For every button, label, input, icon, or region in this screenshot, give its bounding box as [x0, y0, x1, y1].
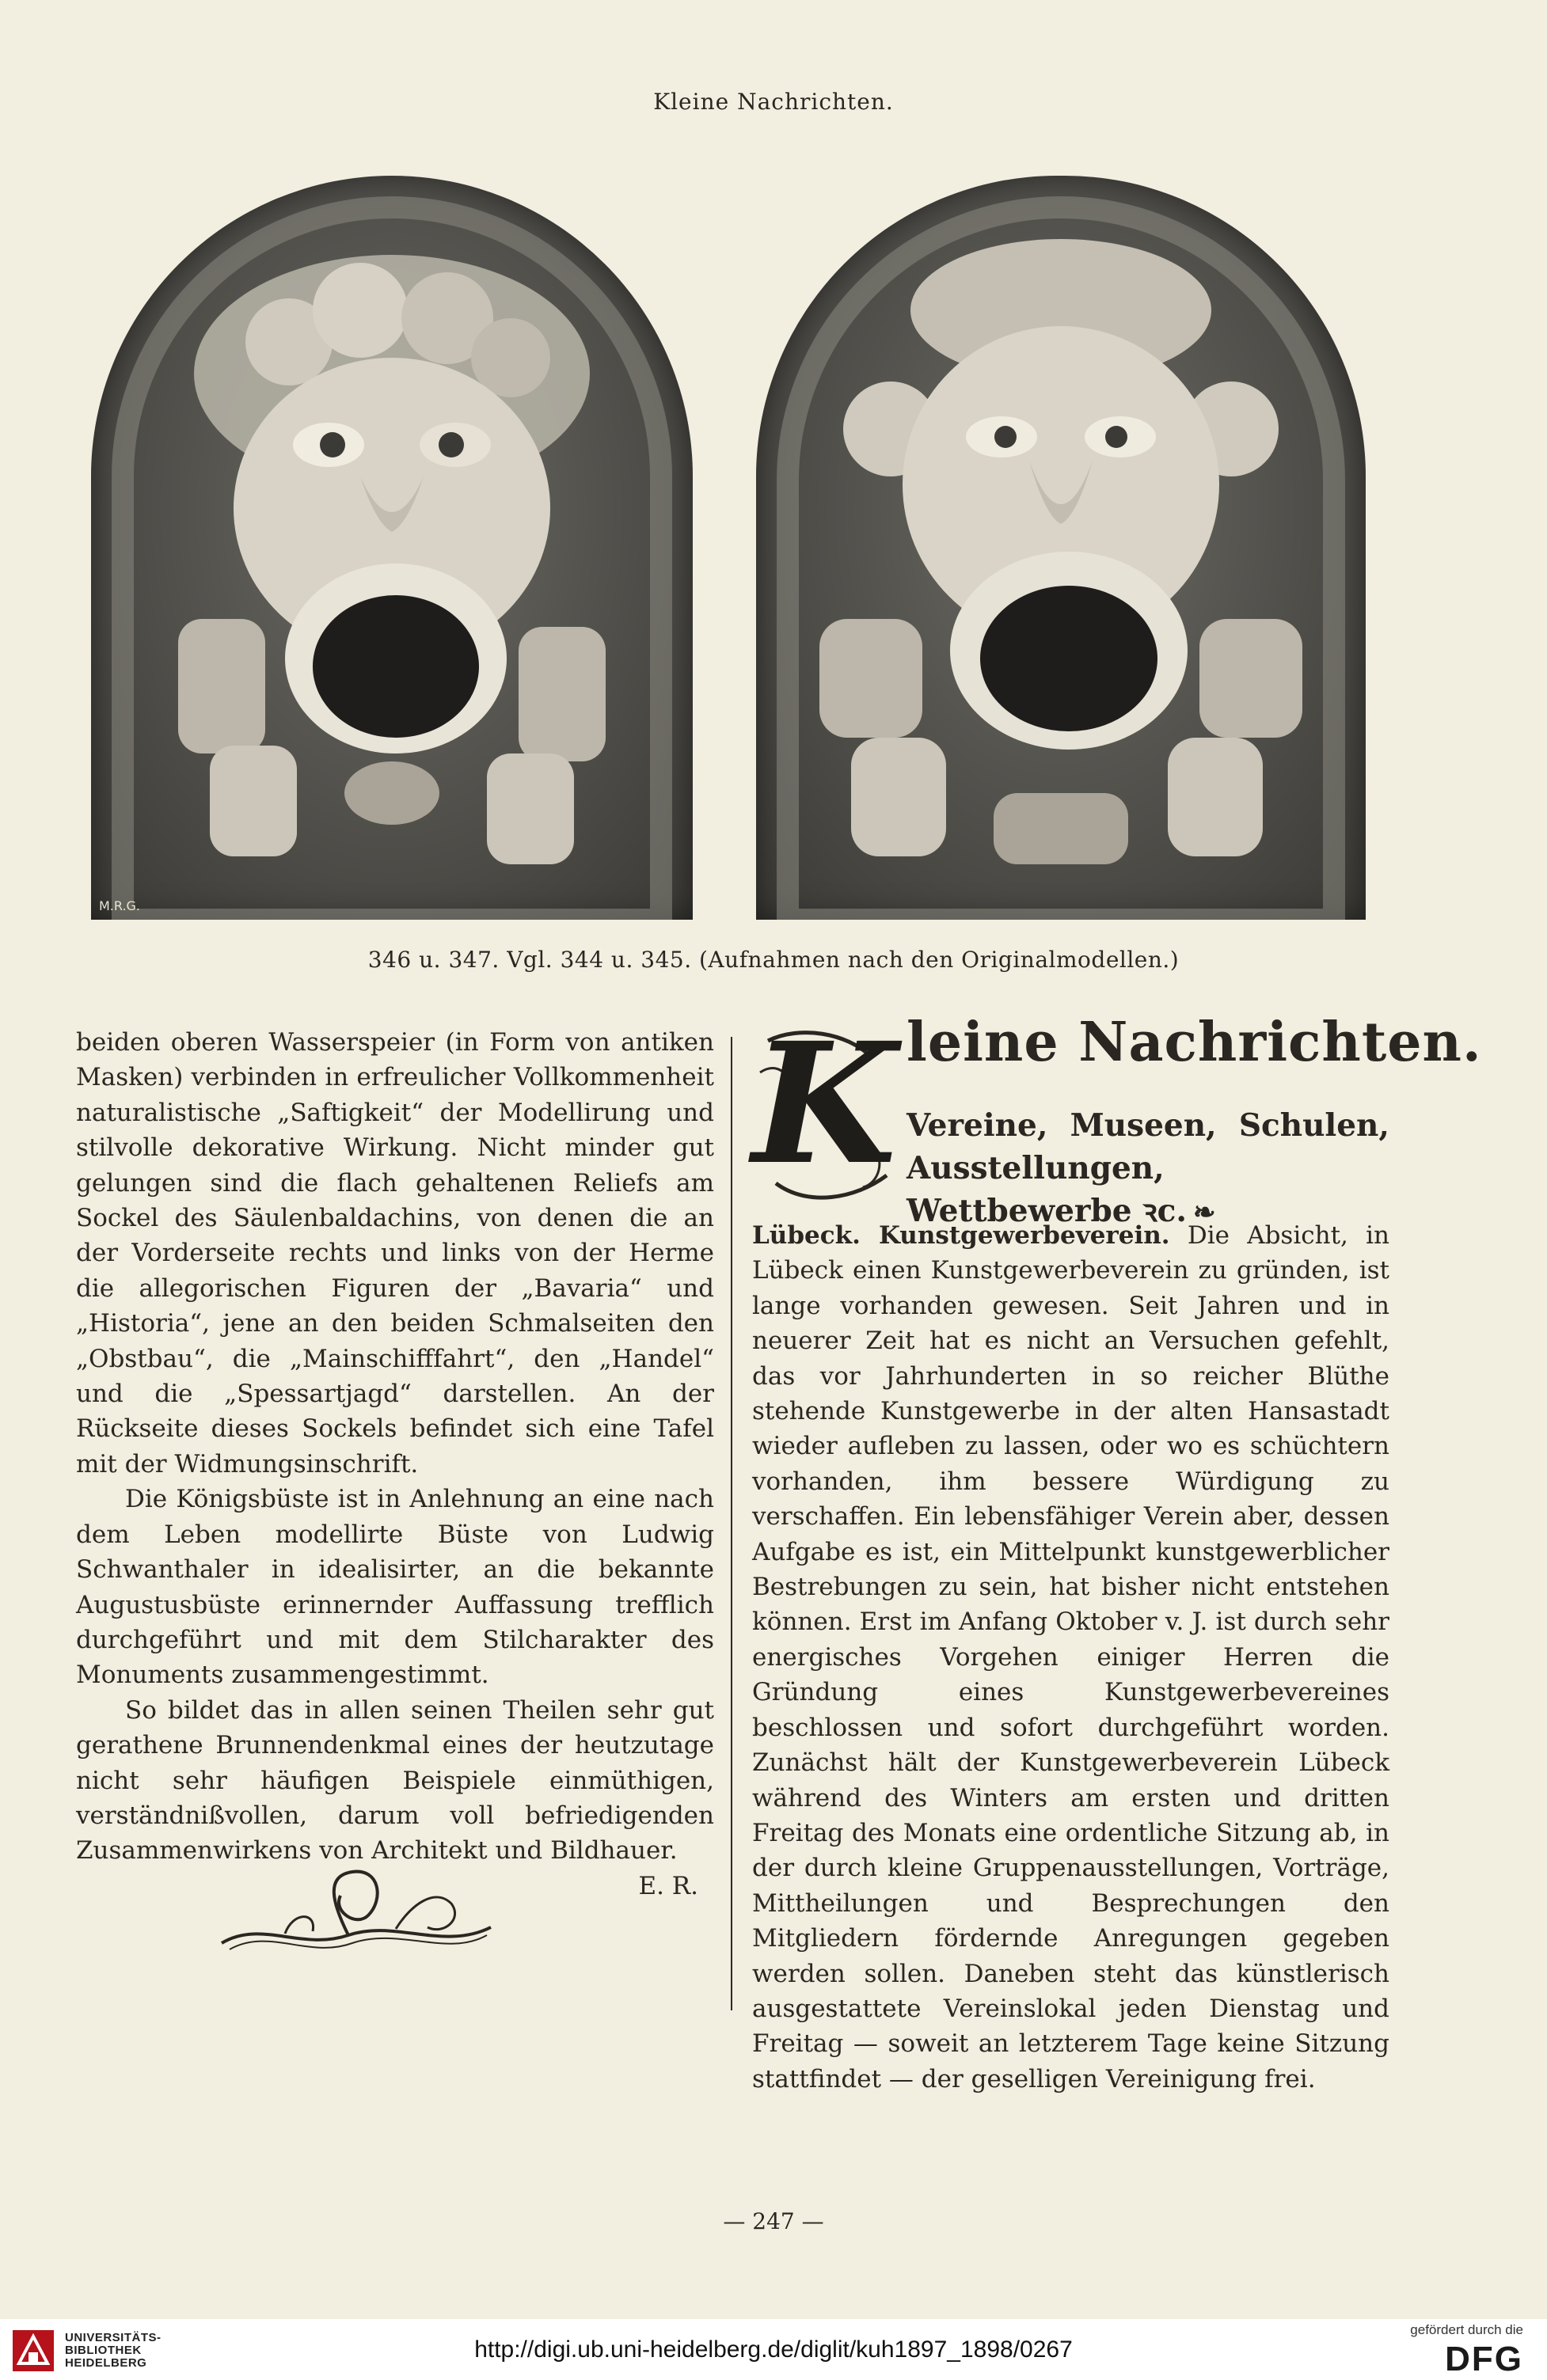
article-paragraph [752, 1218, 1389, 2097]
library-name-line: HEIDELBERG [65, 2356, 147, 2370]
article-lead: Lübeck. Kunstgewerbeverein. [752, 1221, 1170, 1250]
paragraph: So bildet das in allen seinen Theilen sehr gut gerathene Brunnendenkmal eines der heutzutage nicht sehr häufigen Beispiele einmüthigen, verständnißvollen, darum voll befriedigenden Zusammenwirkens von Architekt und Bildhauer. [76, 1695, 714, 1866]
author-initials: E. R. [638, 1871, 698, 1900]
flourish-ornament [214, 1856, 499, 1967]
library-name-line: UNIVERSITÄTS- [65, 2331, 162, 2344]
running-head: Kleine Nachrichten. [653, 89, 894, 115]
dfg-logo: DFG [1445, 2340, 1523, 2378]
page-number: — 247 — [723, 2208, 824, 2234]
section-subtitle [907, 1104, 1389, 1234]
paragraph: Die Königsbüste ist in Anlehnung an eine nach dem Leben modellirte Büste von Ludwig Schwanthaler in idealisirter, an die bekannte Augustusbüste erinnernder Auffassung trefflich durchgeführt und mit dem Stilcharakter des Monuments zusammengestimmt. [76, 1485, 714, 1690]
section-title: leine Nachrichten. [907, 1011, 1482, 1074]
mask-photo-347 [756, 176, 1366, 920]
article-text: Die Absicht, in Lübeck einen Kunstgewerbeverein zu gründen, ist lange vorhanden gewesen. Seit Jahren und in neuerer Zeit hat es nicht an Versuchen gefehlt, das vor Jahrhunderten in so reicher Blüthe stehende Kunstgewerbe in der alten Hansastadt wieder aufleben zu lassen, oder wo es schüchtern vorhanden, ihm bessere Würdigung zu verschaffen. Ein lebensfähiger Verein aber, dessen Aufgabe es ist, ein Mittelpunkt kunstgewerblicher Bestrebungen zu sein, hat bisher nicht entstehen können. Erst im Anfang Oktober v. J. ist durch sehr energisches Vorgehen einiger Herren die Gründung eines Kunstgewerbevereines beschlossen und sofort durchgeführt worden. Zunächst hält der Kunstgewerbeverein Lübeck während des Winters am ersten und dritten Freitag des Monats eine ordentliche Sitzung ab, in der durch kleine Gruppenausstellungen, Vorträge, Mittheilungen und Besprechungen den Mitgliedern fördernde Anregungen gegeben werden sollen. Daneben steht das künstlerisch ausgestattete Vereinslokal jeden Dienstag und Freitag — soweit an letzterem Tage keine Sitzung stattfindet — der geselligen Vereinigung frei. [752, 1221, 1389, 2093]
permalink-url[interactable]: http://digi.ub.uni-heidelberg.de/diglit/kuh1897_1898/0267 [474, 2336, 1073, 2363]
mask-illustration-left [91, 176, 693, 920]
figure-caption: 346 u. 347. Vgl. 344 u. 345. (Aufnahmen nach den Originalmodellen.) [367, 947, 1180, 973]
digitization-footer [0, 2319, 1547, 2380]
funding-note: gefördert durch die [1410, 2322, 1523, 2337]
mask-illustration-right [756, 176, 1366, 920]
section-heading [752, 1006, 1482, 1229]
library-name-line: BIBLIOTHEK [65, 2344, 142, 2357]
right-column [752, 1006, 1482, 2097]
left-column [76, 1025, 714, 1904]
leaf-ornament-icon: ❧ [1192, 1197, 1216, 1228]
paragraph: beiden oberen Wasserspeier (in Form von antiken Masken) verbinden in erfreulicher Vollkommenheit naturalistische „Saftigkeit“ der Modellirung und stilvolle dekorative Wirkung. Nicht minder gut gelungen sind die flach gehaltenen Reliefs am Sockel des Säulenbaldachins, von denen die an der Vorderseite rechts und links von der Herme die allegorischen Figuren der „Bavaria“ und „Historia“, jene an den beiden Schmalseiten den „Obstbau“, die „Mainschifffahrt“, den „Handel“ und die „Spessartjagd“ darstellen. An der Rückseite dieses Sockels befindet sich eine Tafel mit der Widmungsinschrift. [76, 1028, 714, 1478]
engraver-mark: M.R.G. [99, 898, 141, 913]
subtitle-text: Vereine, Museen, Schulen, Ausstellungen, Wettbewerbe ꝛc. [907, 1107, 1389, 1229]
column-divider [731, 1037, 732, 2010]
dropcap-letter: K [752, 1006, 897, 1201]
mask-photo-346 [91, 176, 693, 920]
